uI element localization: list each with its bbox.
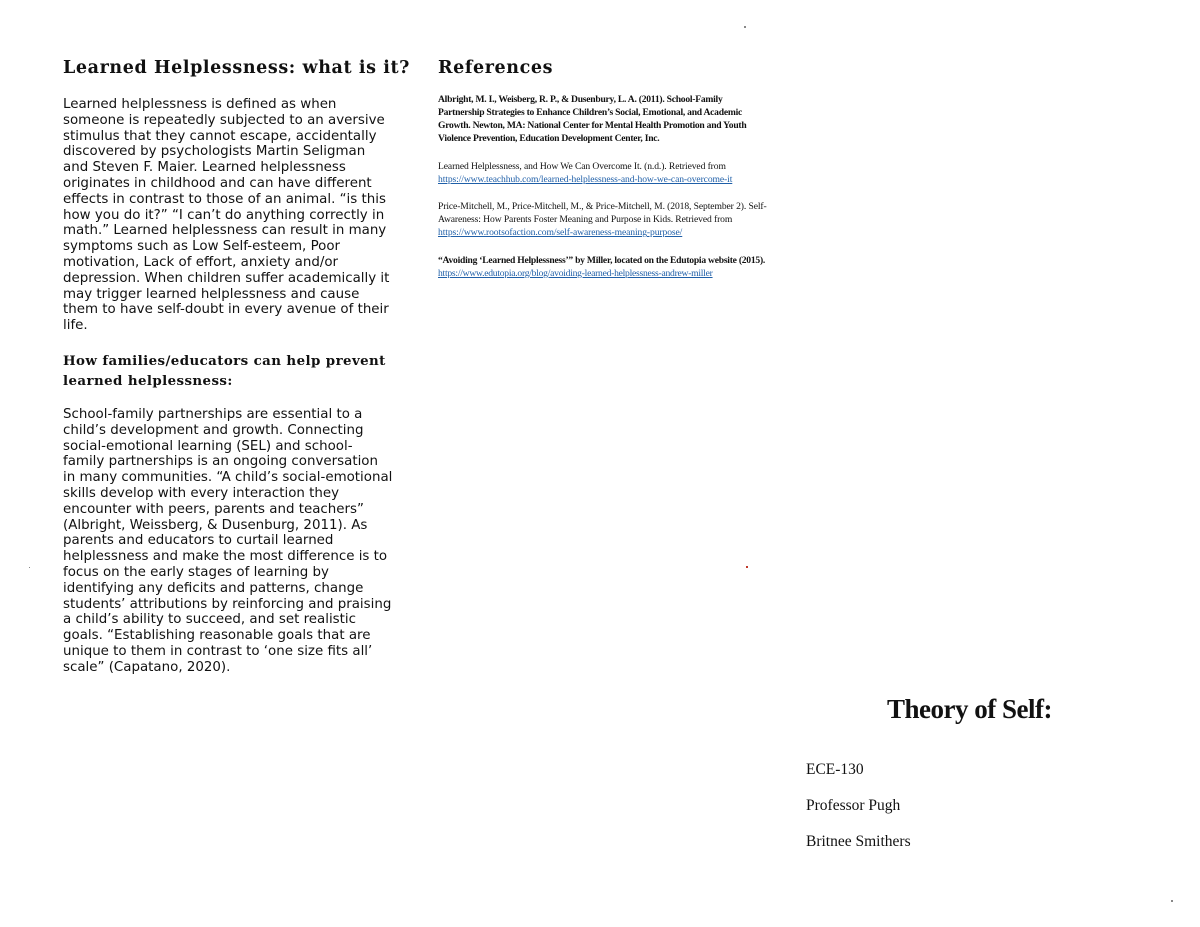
reference-text: “Avoiding ‘Learned Helplessness’” by Miller, located on the Edutopia website (2015). [438, 255, 766, 267]
stray-mark [29, 567, 30, 568]
reference-text: Learned Helplessness, and How We Can Overcome It. (n.d.). Retrieved from [438, 160, 726, 172]
professor-name: Professor Pugh [806, 797, 901, 814]
author-name: Britnee Smithers [806, 833, 911, 850]
subheading-prevention: How families/educators can help prevent learned helplessness: [63, 353, 386, 389]
reference-item [438, 94, 768, 146]
course-code: ECE-130 [806, 761, 864, 778]
reference-text: Price-Mitchell, M., Price-Mitchell, M., & Price-Mitchell, M. (2018, September 2). Self-Awareness: How Parents Foster Meaning and Purpose in Kids. Retrieved from [438, 201, 767, 226]
cover-title: Theory of Self: [887, 694, 1052, 724]
references-title: References [438, 58, 554, 78]
reference-link[interactable]: https://www.teachhub.com/learned-helplessness-and-how-we-can-overcome-it [438, 173, 733, 185]
reference-text: Albright, M. I., Weisberg, R. P., & Dusenbury, L. A. (2011). School-Family Partnership Strategies to Enhance Children’s Social, Emotional, and Academic Growth. Newton, MA: National Center for Mental Health Promotion and Youth Violence Prevention, Education Development Center, Inc. [438, 94, 747, 144]
reference-item [438, 255, 768, 281]
reference-link[interactable]: https://www.rootsofaction.com/self-awareness-meaning-purpose/ [438, 227, 683, 239]
reference-item [438, 161, 768, 187]
paragraph-partnerships: School-family partnerships are essential to a child’s development and growth. Connecting social-emotional learning (SEL) and school-family partnerships is an ongoing conversation in many communities. “A child’s social-emotional skills develop with every interaction they encounter with peers, parents and teachers” (Albright, Weissberg, & Dusenburg, 2011). As parents and educators to curtail learned helplessness and make the most difference is to focus on the early stages of learning by identifying any deficits and patterns, change students’ attributions by reinforcing and praising a child’s ability to succeed, and set realistic goals. “Establishing reasonable goals that are unique to them in contrast to ‘one size fits all’ scale” (Capatano, 2020). [63, 407, 393, 675]
left-column [63, 57, 411, 675]
stray-mark [1171, 900, 1173, 902]
stray-mark [744, 26, 746, 28]
paragraph-definition: Learned helplessness is defined as when someone is repeatedly subjected to an aversive stimulus that they cannot escape, accidentally discovered by psychologists Martin Seligman and Steven F. Maier. Learned helplessness originates in childhood and can have different effects in contrast to those of an animal. “is this how you do it?” “I can’t do anything correctly in math.” Learned helplessness can result in many symptoms such as Low Self-esteem, Poor motivation, Lack of effort, anxiety and/or depression. When children suffer academically it may trigger learned helplessness and cause them to have self-doubt in every avenue of their life. [63, 97, 390, 334]
stray-mark [746, 566, 748, 568]
reference-link[interactable]: https://www.edutopia.org/blog/avoiding-learned-helplessness-andrew-miller [438, 268, 713, 280]
heading-learned-helplessness: Learned Helplessness: what is it? [63, 58, 411, 78]
reference-item [438, 201, 768, 240]
references-column [438, 57, 768, 296]
